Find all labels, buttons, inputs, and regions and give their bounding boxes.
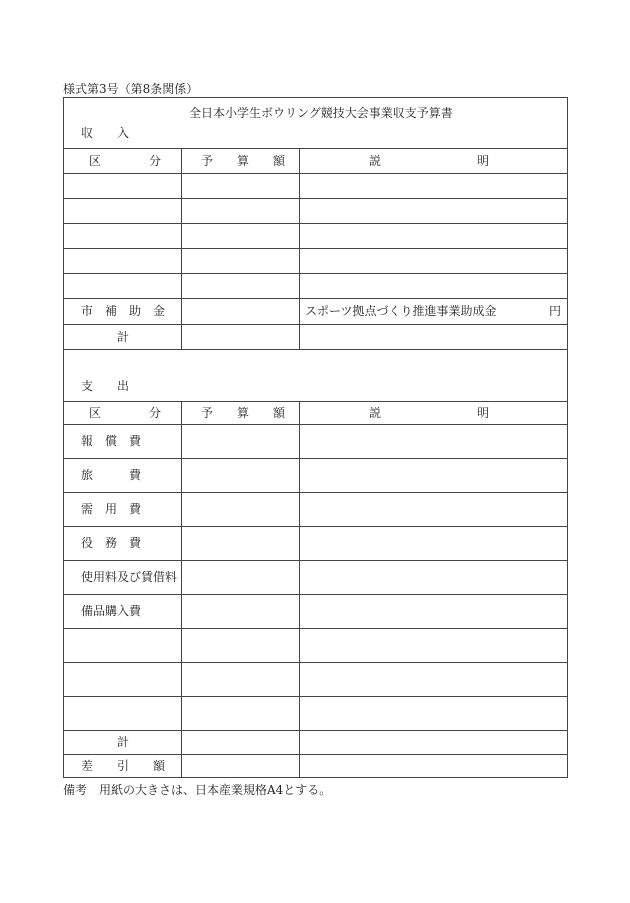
row-divider: [64, 458, 567, 459]
remarks-note: 備考 用紙の大きさは、日本産業規格A4とする。: [63, 783, 332, 797]
row-divider: [64, 424, 567, 425]
row-divider: [64, 628, 567, 629]
row-divider: [64, 198, 567, 199]
income-total-label: 計: [117, 330, 130, 344]
row-divider: [64, 148, 567, 149]
column-divider: [181, 148, 182, 349]
column-divider: [181, 401, 182, 777]
expense-header-category: 区 分: [89, 406, 162, 420]
row-divider: [64, 594, 567, 595]
row-divider: [64, 696, 567, 697]
balance-label: 差 引 額: [81, 759, 166, 773]
expense-item-equipment: 備品購入費: [81, 604, 142, 618]
row-divider: [64, 349, 567, 350]
expense-item-rental: 使用料及び賃借料: [81, 570, 178, 584]
row-divider: [64, 526, 567, 527]
row-divider: [64, 173, 567, 174]
row-divider: [64, 273, 567, 274]
income-header-description: 説 明: [369, 154, 490, 168]
subsidy-label: 市 補 助 金: [81, 304, 166, 318]
row-divider: [64, 401, 567, 402]
row-divider: [64, 662, 567, 663]
row-divider: [64, 298, 567, 299]
row-divider: [64, 492, 567, 493]
income-header-category: 区 分: [89, 154, 162, 168]
income-header-budget: 予 算 額: [201, 154, 286, 168]
row-divider: [64, 324, 567, 325]
document-title: 全日本小学生ボウリング競技大会事業収支予算書: [189, 106, 453, 120]
subsidy-description: スポーツ拠点づくり推進事業助成金: [305, 304, 497, 318]
column-divider: [299, 148, 300, 349]
column-divider: [299, 401, 300, 777]
expense-header-description: 説 明: [369, 406, 490, 420]
expense-total-label: 計: [117, 735, 130, 749]
expense-item-services: 役 務 費: [81, 536, 142, 550]
expense-heading: 支 出: [81, 379, 130, 393]
row-divider: [64, 560, 567, 561]
row-divider: [64, 248, 567, 249]
income-heading: 収 入: [81, 126, 130, 140]
yen-unit: 円: [549, 304, 562, 318]
row-divider: [64, 754, 567, 755]
expense-header-budget: 予 算 額: [201, 406, 286, 420]
form-number: 様式第3号（第8条関係）: [63, 82, 199, 96]
expense-item-travel: 旅 費: [81, 468, 142, 482]
expense-item-supplies: 需 用 費: [81, 502, 142, 516]
row-divider: [64, 730, 567, 731]
expense-item-remuneration: 報 償 費: [81, 434, 142, 448]
row-divider: [64, 223, 567, 224]
budget-table: [63, 97, 568, 778]
